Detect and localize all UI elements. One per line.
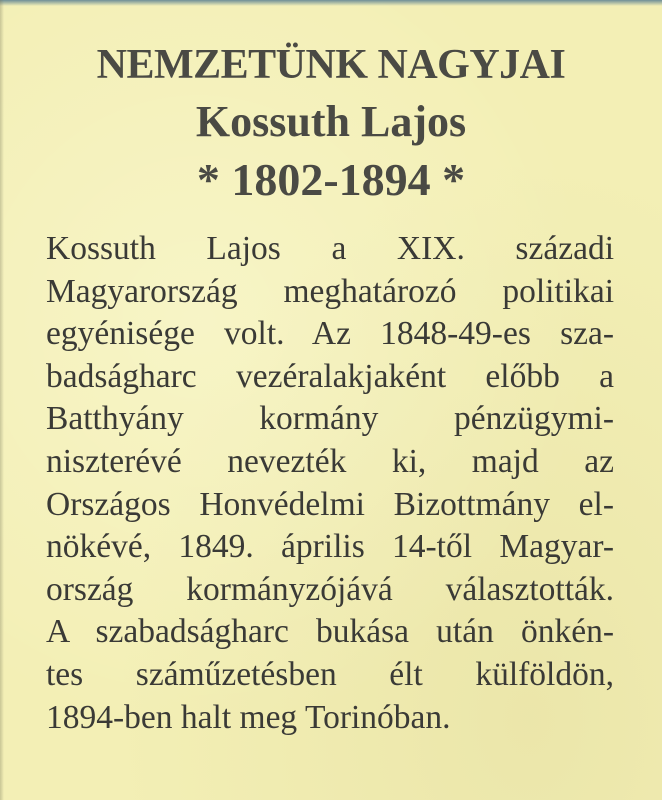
biography-line: niszterévé nevezték ki, majd az — [46, 442, 614, 480]
biography-line: A szabadságharc bukása után önkén- — [46, 613, 614, 651]
biography-line: Kossuth Lajos a XIX. századi — [46, 230, 614, 267]
biography-line: badságharc vezéralakjaként előbb a — [46, 357, 614, 395]
person-name: Kossuth Lajos — [195, 97, 467, 146]
biography-line: Batthyány kormány pénzügymi- — [46, 400, 614, 438]
biography-line: ország kormányzójává választották. — [46, 570, 614, 608]
series-title: NEMZETÜNK NAGYJAI — [96, 42, 566, 88]
biography-line: nökévé, 1849. április 14-től Magyar- — [46, 528, 614, 566]
biography-line: Magyarország meghatározó politikai — [46, 272, 614, 310]
biography-text — [46, 228, 614, 739]
lifespan: * 1802-1894 * — [196, 154, 466, 205]
biography-line: tes száműzetésben élt külföldön, — [46, 655, 614, 693]
biography-line: Országos Honvédelmi Bizottmány el- — [46, 485, 614, 523]
card-top-edge — [0, 0, 662, 6]
biography-line: 1894-ben halt meg Torinóban. — [46, 698, 451, 736]
biography-line: egyénisége volt. Az 1848-49-es sza- — [46, 315, 614, 353]
